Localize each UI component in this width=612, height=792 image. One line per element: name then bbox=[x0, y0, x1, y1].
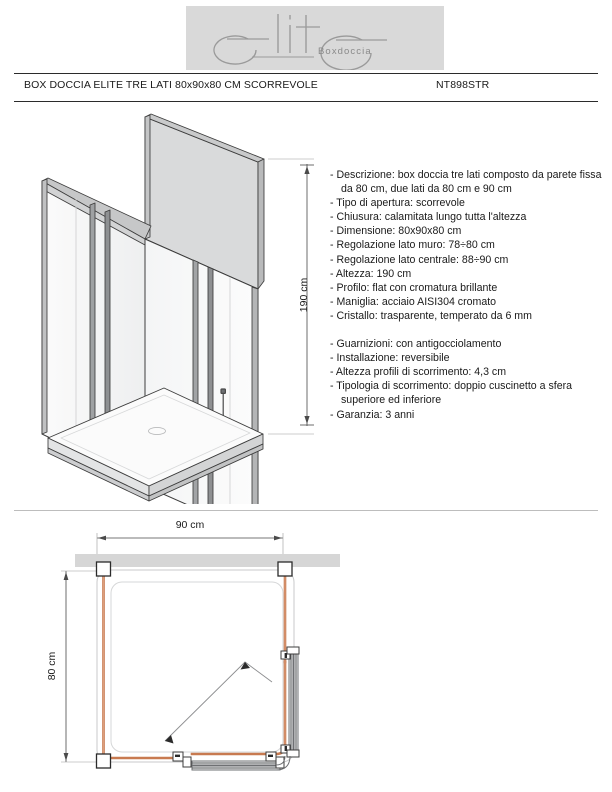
product-code: NT898STR bbox=[436, 79, 490, 91]
spec-item: - Cristallo: trasparente, temperato da 6 mm bbox=[330, 309, 602, 323]
spec-item: - Tipologia di scorrimento: doppio cuscinetto a sfera superiore ed inferiore bbox=[330, 379, 602, 407]
spec-item: - Descrizione: box doccia tre lati composto da parete fissa da 80 cm, due lati da 80 cm e 90 cm bbox=[330, 168, 602, 196]
spec-item: - Altezza profili di scorrimento: 4,3 cm bbox=[330, 365, 602, 379]
spec-list-secondary bbox=[330, 337, 602, 422]
plan-width-dimension-label: 90 cm bbox=[175, 519, 205, 531]
spec-list-primary bbox=[330, 168, 602, 323]
wall-band bbox=[75, 554, 340, 567]
header-rule-bottom bbox=[14, 101, 598, 102]
spec-item: - Altezza: 190 cm bbox=[330, 267, 602, 281]
plan-depth-dimension-label: 80 cm bbox=[46, 651, 58, 681]
spec-item: - Garanzia: 3 anni bbox=[330, 408, 602, 422]
spec-item: - Maniglia: acciaio AISI304 cromato bbox=[330, 295, 602, 309]
elite-logo-icon bbox=[186, 6, 444, 70]
header-rule-top bbox=[14, 73, 598, 74]
spec-item: - Guarnizioni: con antigocciolamento bbox=[330, 337, 602, 351]
page-title: BOX DOCCIA ELITE TRE LATI 80x90x80 CM SCORREVOLE bbox=[24, 79, 318, 91]
spec-item: - Regolazione lato centrale: 88÷90 cm bbox=[330, 253, 602, 267]
spec-item: - Regolazione lato muro: 78÷80 cm bbox=[330, 238, 602, 252]
section-divider bbox=[14, 510, 598, 511]
title-row bbox=[24, 79, 590, 97]
logo-subtitle: Boxdoccia bbox=[318, 46, 372, 57]
specification-panel bbox=[330, 168, 602, 422]
spec-item: - Dimensione: 80x90x80 cm bbox=[330, 224, 602, 238]
spec-item: - Tipo di apertura: scorrevole bbox=[330, 196, 602, 210]
iso-height-dimension-label: 190 cm bbox=[298, 277, 310, 313]
plan-view-shower-enclosure-drawing bbox=[40, 514, 370, 792]
spec-item: - Profilo: flat con cromatura brillante bbox=[330, 281, 602, 295]
brand-logo-banner bbox=[186, 6, 444, 70]
spec-item: - Chiusura: calamitata lungo tutta l'altezza bbox=[330, 210, 602, 224]
spec-item: - Installazione: reversibile bbox=[330, 351, 602, 365]
isometric-shower-enclosure-drawing bbox=[18, 104, 330, 504]
